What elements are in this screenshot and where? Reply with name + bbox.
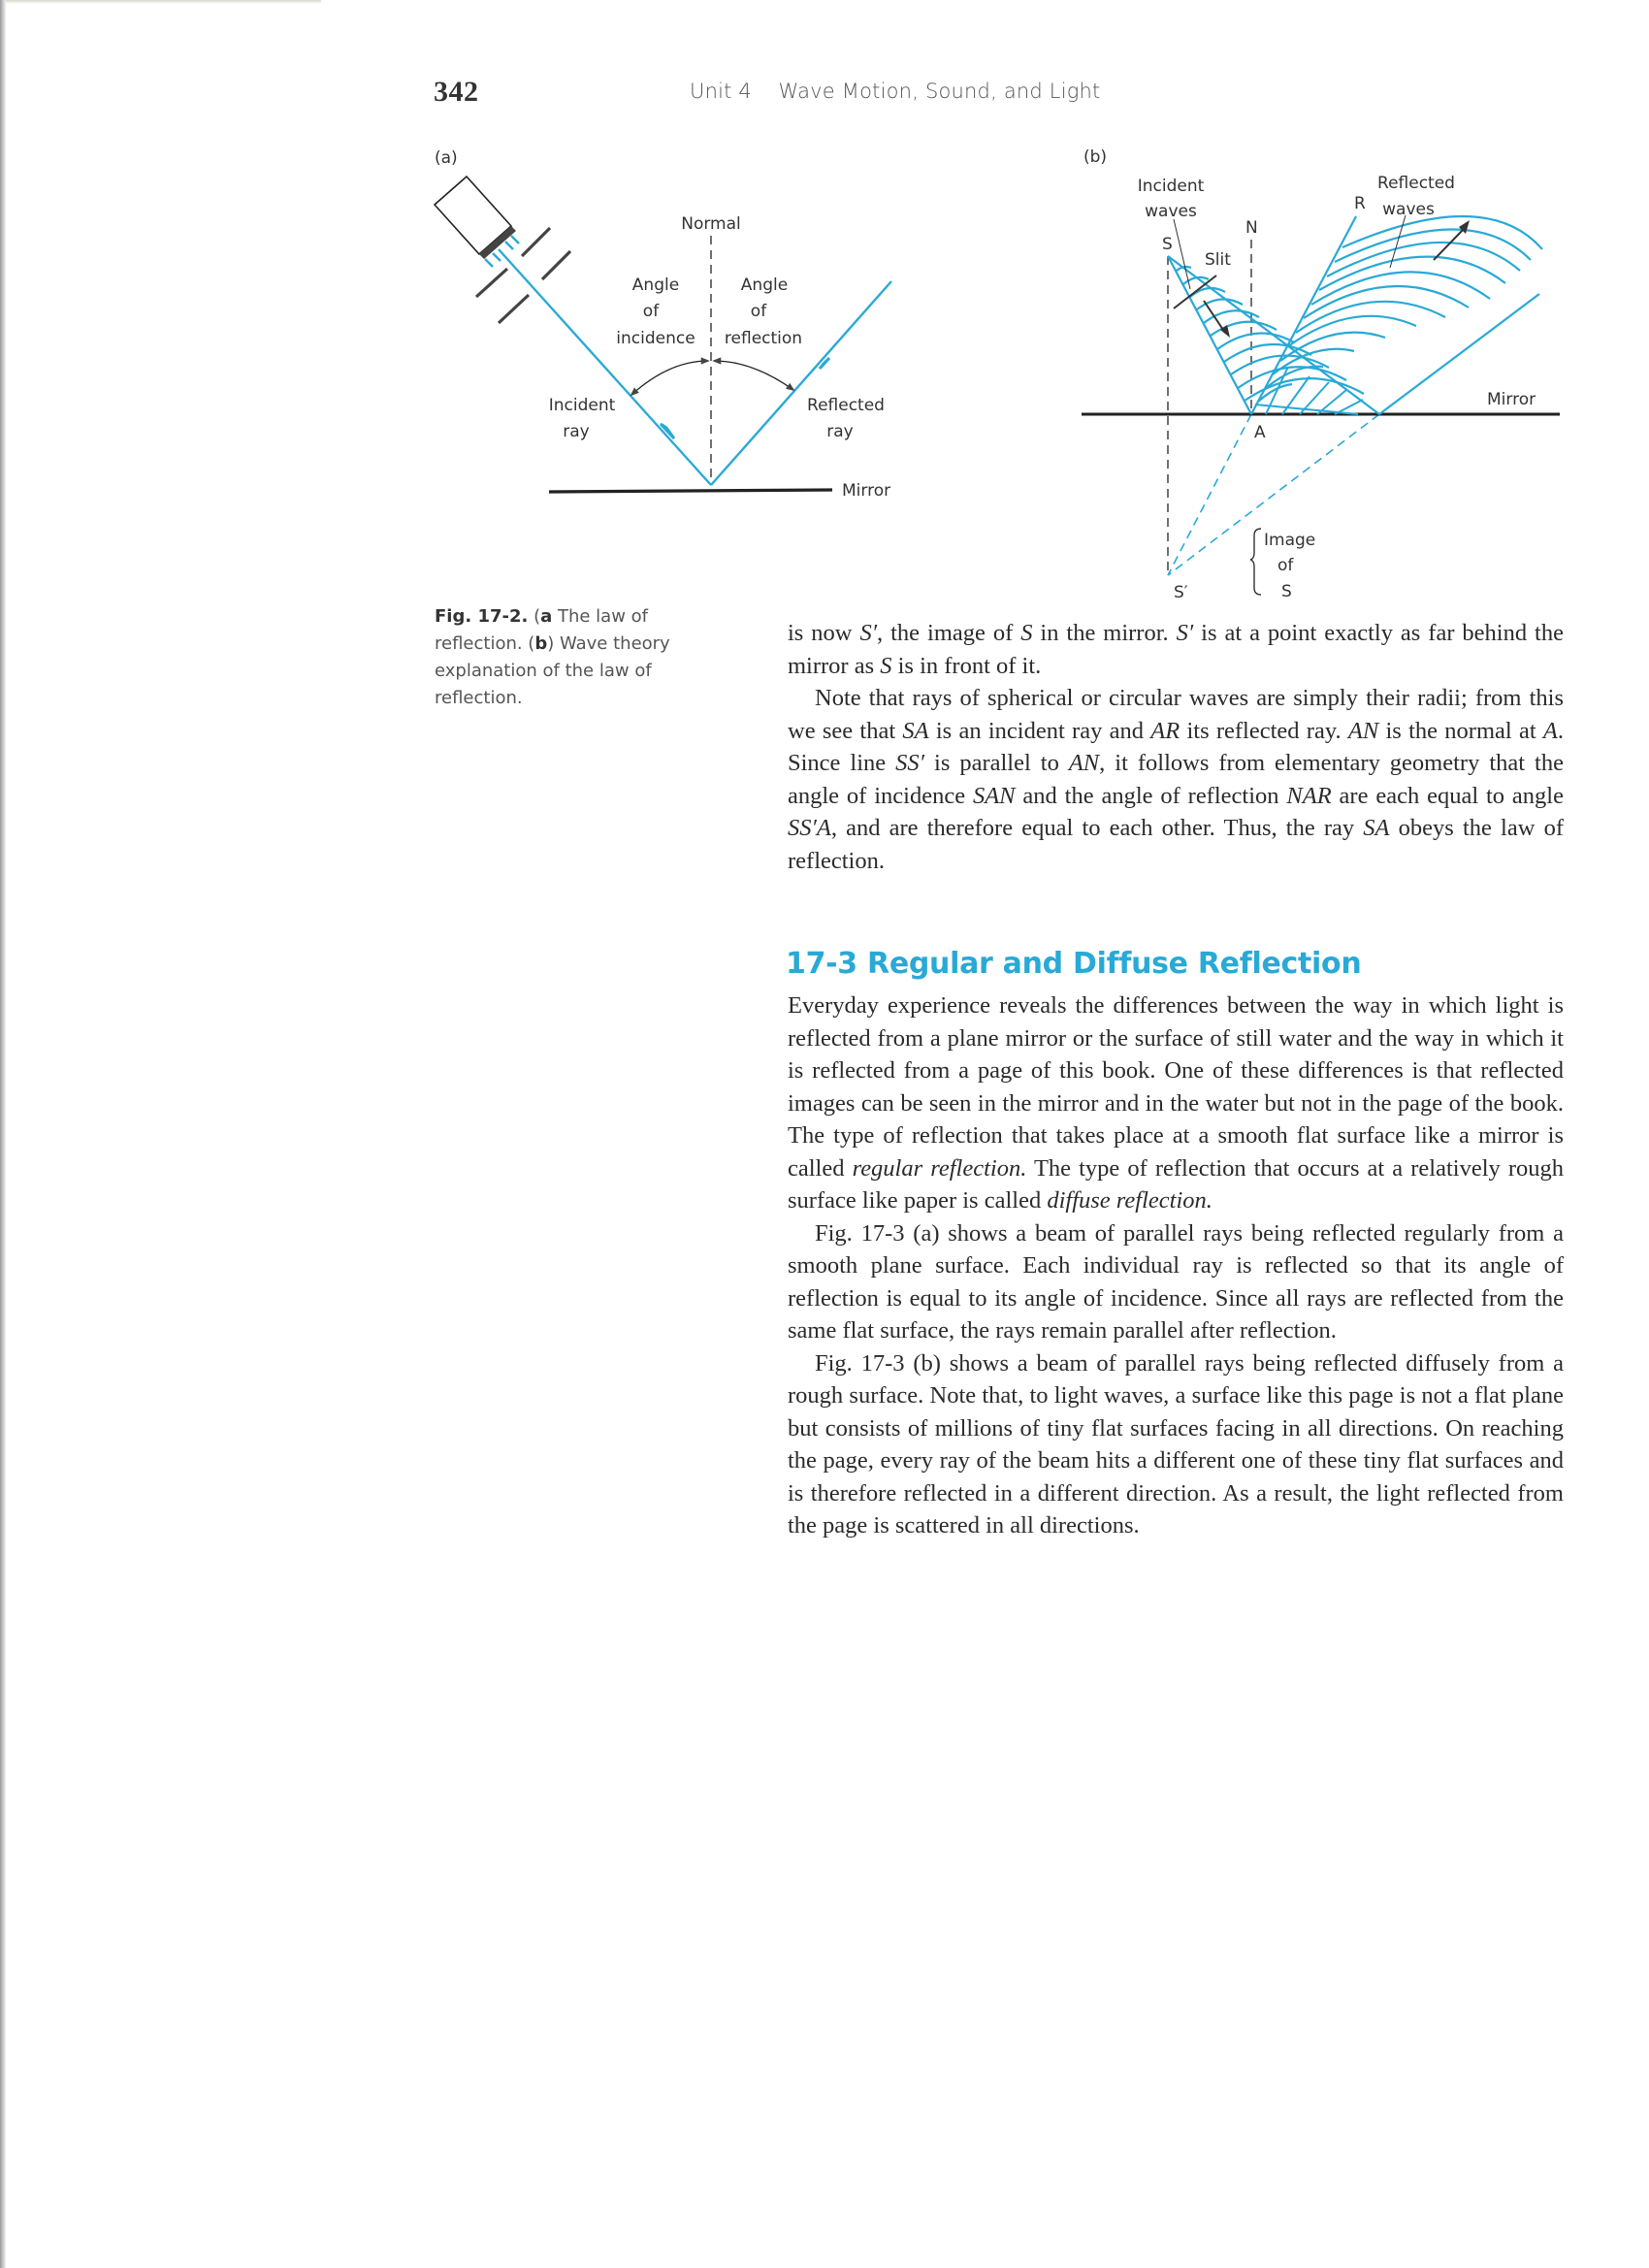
incident-waves-leader [1174, 219, 1190, 289]
point-S-prime-label: S′ [1174, 583, 1188, 601]
angle-reflection-label-1: Angle [740, 275, 789, 295]
scan-top-edge [6, 0, 321, 4]
paragraph-fig-17-3a: Fig. 17-3 (a) shows a beam of parallel rays being reflected regularly from a smooth plane surface. Each individual ray is reflected so that its angle of reflection is equal to its angle of incidence. Since all rays are reflected from the same flat surface, the rays remain parallel after reflection. [788, 1219, 1564, 1344]
panel-label-a: (a) [435, 148, 458, 168]
page-number: 342 [434, 76, 479, 108]
point-S-label: S [1162, 235, 1173, 254]
image-brace [1250, 529, 1261, 595]
figure-caption: Fig. 17-2. (a The law of reflection. (b) Wave theory explanation of the law of reflection. [435, 606, 670, 708]
angle-incidence-arc [631, 361, 708, 395]
italic-term: SAN [972, 782, 1016, 809]
reflected-ray [711, 281, 891, 485]
incident-waves-label-2: waves [1145, 202, 1197, 221]
paragraph-fig-17-3b: Fig. 17-3 (b) shows a beam of parallel rays being reflected diffusely from a rough surface. Note that, to light waves, a surface like this page is not a flat plane but consists of millions of tiny flat surfaces facing in all directions. On reaching the page, every ray of the beam hits a different one of these tiny flat surfaces and is therefore reflected in a different direction. As a result, the light reflected from the page is scattered in all directions. [788, 1349, 1564, 1539]
reflected-ray-label-1: Reflected [807, 396, 885, 415]
italic-term: S [1020, 620, 1033, 646]
paragraph-continued: is now S′, the image of S in the mirror. S′ is at a point exactly as far behind the mirror as S is in front of it. [788, 620, 1564, 679]
image-label-2: of [1277, 556, 1294, 575]
figure-17-2a [407, 136, 931, 543]
figure-17-2b [1067, 126, 1571, 601]
point-R-label: R [1354, 194, 1366, 213]
italic-term: SS′A [788, 815, 831, 841]
italic-term: A [1542, 717, 1558, 744]
paragraph-everyday-experience: Everyday experience reveals the differences between the way in which light is reflected from a plane mirror or the surface of still water and the way in which it is reflected from a page of this book. One of these differences is that reflected images can be seen in the mirror and in the water but not in the page of the book. The type of reflection that takes place at a smooth flat surface like a mirror is called regular reflection. The type of reflection that occurs at a relatively rough surface like paper is called diffuse reflection. [788, 992, 1564, 1214]
angle-reflection-label-3: reflection [724, 329, 803, 348]
italic-term: AN [1347, 717, 1379, 744]
incident-ray-label-2: ray [563, 422, 590, 441]
mirror-surface [549, 490, 832, 492]
figure-id: Fig. 17-2. [435, 606, 529, 627]
italic-term: SS′ [895, 750, 925, 776]
panel-label-b: (b) [1083, 147, 1108, 167]
angle-incidence-label-3: incidence [616, 329, 695, 348]
continued-text [788, 617, 1564, 877]
normal-label: Normal [681, 214, 741, 234]
image-label-1: Image [1264, 531, 1316, 550]
angle-reflection-arc [714, 361, 793, 390]
reflected-waves-label-1: Reflected [1377, 174, 1455, 193]
italic-term: SA [1363, 815, 1390, 841]
light-source-icon [435, 177, 519, 267]
caption-part-b-marker: b [534, 633, 548, 654]
angle-reflection-label-2: of [750, 302, 767, 321]
italic-term: S [880, 652, 892, 679]
interference-region [1255, 367, 1363, 414]
image-label-3: S [1281, 582, 1292, 601]
incident-ray-label-1: Incident [548, 396, 616, 415]
point-N-label: N [1245, 218, 1258, 238]
slit-label: Slit [1205, 250, 1231, 270]
mirror-label-b: Mirror [1487, 390, 1536, 409]
reflected-ray-label-2: ray [826, 422, 854, 441]
paragraph-rays-radii: Note that rays of spherical or circular waves are simply their radii; from this we see that SA is an incident ray and AR its reflected ray. AN is the normal at A. Since line SS′ is parallel to AN, it follows from elementary geometry that the angle of incidence SAN and the angle of reflection NAR are each equal to angle SS′A, and are therefore equal to each other. Thus, the ray SA obeys the law of reflection. [788, 685, 1564, 874]
scan-edge-shadow [0, 0, 6, 2268]
angle-incidence-label-1: Angle [631, 275, 680, 295]
italic-term: SA [902, 717, 929, 744]
caption-part-a-marker: a [540, 606, 553, 627]
figure-b-drawing [1067, 126, 1571, 601]
point-A-label: A [1254, 423, 1266, 442]
mirror-label-a: Mirror [842, 481, 891, 501]
italic-term: S′ [859, 620, 878, 646]
angle-incidence-label-2: of [642, 302, 660, 321]
extension-far-S-prime [1168, 414, 1379, 575]
caption-part-a-text: The law of reflection. ( [435, 606, 648, 654]
italic-term: AN [1068, 750, 1100, 776]
figure-a-drawing [407, 136, 931, 543]
running-head: Unit 4 Wave Motion, Sound, and Light [690, 80, 1101, 103]
italic-term: S′ [1176, 620, 1194, 646]
italic-term: regular reflection. [852, 1154, 1027, 1182]
section-body [788, 989, 1564, 1542]
section-heading: 17-3 Regular and Diffuse Reflection [786, 947, 1362, 981]
italic-term: diffuse reflection. [1047, 1187, 1212, 1214]
incident-waves-label-1: Incident [1137, 177, 1205, 196]
caption-part-b-text: ) Wave theory explanation of the law of reflection. [435, 633, 670, 708]
italic-term: AR [1150, 717, 1180, 744]
extension-A-S-prime [1168, 414, 1251, 575]
italic-term: NAR [1286, 782, 1332, 809]
reflected-waves-label-2: waves [1382, 200, 1435, 219]
